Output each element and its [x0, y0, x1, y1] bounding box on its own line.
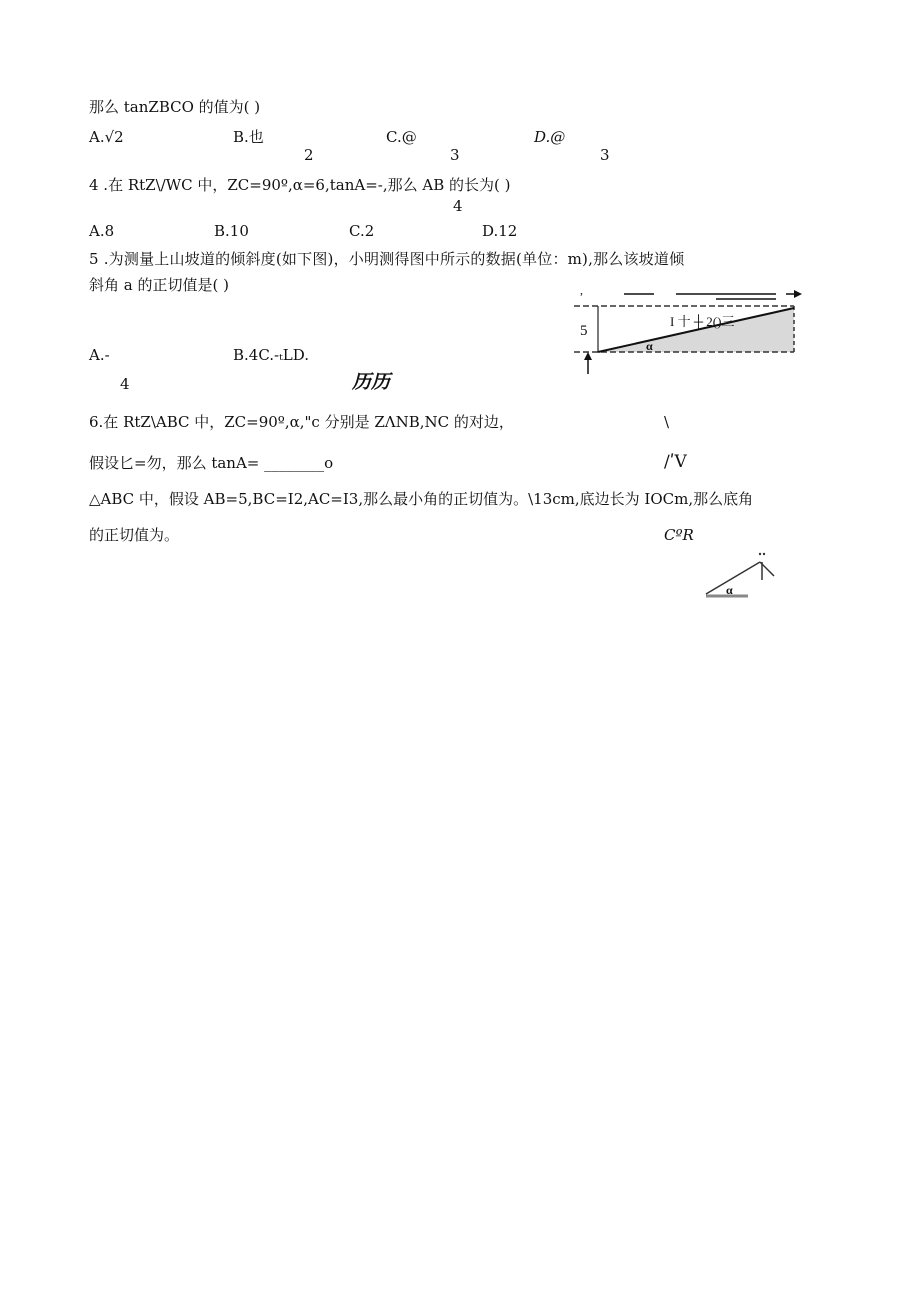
svg-text:,: , — [580, 283, 583, 297]
q4-fraction-denominator: 4 — [453, 197, 463, 215]
q3-denominator-d: 3 — [600, 146, 610, 164]
q3-denominator-c: 3 — [450, 146, 460, 164]
slope-top-label: I 十 ┼ 2()三 — [670, 314, 735, 329]
q4-stem: 4 .在 RtZ\/WC 中，ZC=90º,α=6,tanA=-,那么 AB 的长为( ) — [89, 176, 511, 194]
q5-option-a: A.- — [89, 346, 110, 364]
q4-option-b: B.10 — [214, 222, 249, 240]
incline-angle-label: α — [726, 583, 733, 597]
q7-side-mark: CºR — [664, 526, 694, 544]
q4-option-a: A.8 — [89, 222, 115, 240]
slope-height-label: 5 — [580, 323, 588, 339]
q5-stem-line2: 斜角 a 的正切值是( ) — [89, 276, 229, 294]
q5-denominator: 4 — [120, 375, 130, 393]
q6-side-mark1: \ — [664, 413, 670, 431]
q3-stem: 那么 tanZBCO 的值为( ) — [89, 98, 261, 116]
q5-garbled-text: 历历 — [352, 371, 391, 393]
q6-line2: 假设匕=勿，那么 tanA= ________o — [89, 454, 334, 472]
q3-option-b: B.也 — [233, 128, 264, 146]
q6-side-mark2: ∕ʹV — [664, 452, 687, 472]
q4-option-c: C.2 — [349, 222, 375, 240]
slope-angle-label: α — [646, 339, 653, 353]
q7-line1: △ABC 中，假设 AB=5,BC=I2,AC=I3,那么最小角的正切值为。\13cm,底边长为 IOCm,那么底角 — [89, 490, 754, 508]
q5-option-b: B.4C.-ₜLD. — [233, 346, 310, 364]
incline-figure — [700, 550, 790, 600]
slope-figure — [566, 280, 806, 400]
q4-option-d: D.12 — [482, 222, 518, 240]
q5-stem-line1: 5 .为测量上山坡道的倾斜度(如下图)，小明测得图中所示的数据(单位：m),那么该坡道倾 — [89, 250, 685, 268]
q7-line2: 的正切值为。 — [89, 526, 180, 544]
incline-figure-drawing — [706, 553, 774, 596]
q6-stem: 6.在 RtZ\ABC 中，ZC=90º,α,"c 分别是 ZΛNB,NC 的对边， — [89, 413, 514, 431]
q3-option-d: D.@ — [534, 128, 566, 146]
q3-option-a: A.√2 — [89, 128, 124, 146]
q3-option-c: C.@ — [386, 128, 417, 146]
q3-denominator-b: 2 — [304, 146, 314, 164]
